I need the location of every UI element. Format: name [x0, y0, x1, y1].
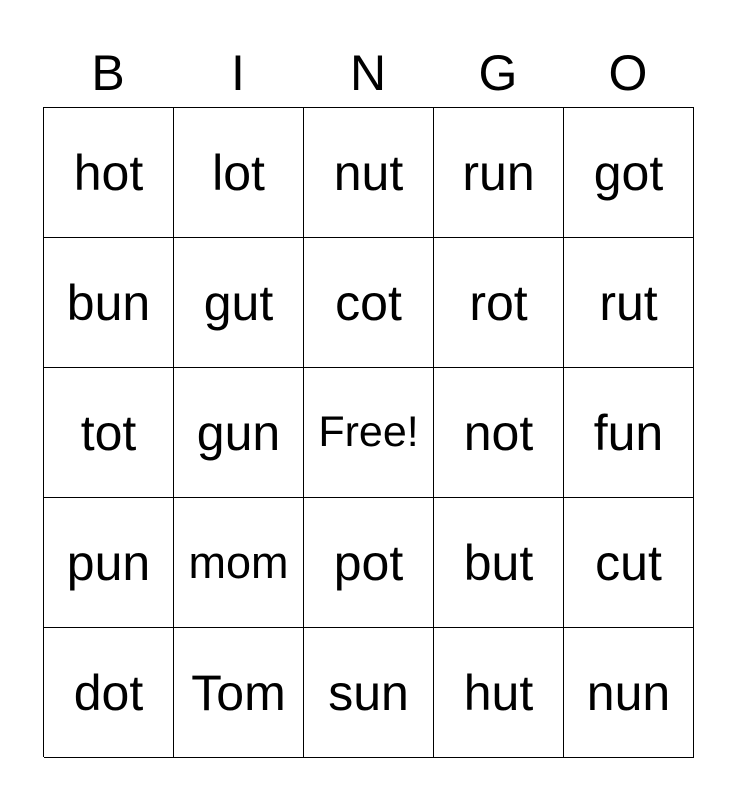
bingo-cell[interactable]: got	[564, 108, 694, 238]
bingo-header	[43, 42, 693, 104]
free-space-cell[interactable]: Free!	[304, 368, 434, 498]
header-letter-b: B	[91, 45, 125, 101]
bingo-card-grid	[43, 107, 694, 757]
bingo-cell[interactable]: cot	[304, 238, 434, 368]
bingo-cell[interactable]: pun	[44, 498, 174, 628]
bingo-cell[interactable]: rot	[434, 238, 564, 368]
bingo-cell[interactable]: gut	[174, 238, 304, 368]
bingo-cell[interactable]: cut	[564, 498, 694, 628]
bingo-cell[interactable]: dot	[44, 628, 174, 758]
header-letter-o: O	[608, 45, 648, 101]
bingo-cell[interactable]: hot	[44, 108, 174, 238]
bingo-cell[interactable]: not	[434, 368, 564, 498]
bingo-cell[interactable]: nut	[304, 108, 434, 238]
bingo-cell[interactable]: rut	[564, 238, 694, 368]
bingo-cell[interactable]: pot	[304, 498, 434, 628]
bingo-cell[interactable]: fun	[564, 368, 694, 498]
bingo-cell[interactable]: hut	[434, 628, 564, 758]
bingo-cell[interactable]: nun	[564, 628, 694, 758]
bingo-cell[interactable]: bun	[44, 238, 174, 368]
bingo-cell[interactable]: but	[434, 498, 564, 628]
bingo-cell[interactable]: gun	[174, 368, 304, 498]
header-letter-i: I	[231, 45, 245, 101]
bingo-cell[interactable]: Tom	[174, 628, 304, 758]
bingo-cell[interactable]: run	[434, 108, 564, 238]
bingo-cell[interactable]: tot	[44, 368, 174, 498]
header-letter-g: G	[478, 45, 518, 101]
header-letter-n: N	[349, 45, 387, 101]
bingo-cell[interactable]: mom	[174, 498, 304, 628]
bingo-cell[interactable]: sun	[304, 628, 434, 758]
bingo-cell[interactable]: lot	[174, 108, 304, 238]
